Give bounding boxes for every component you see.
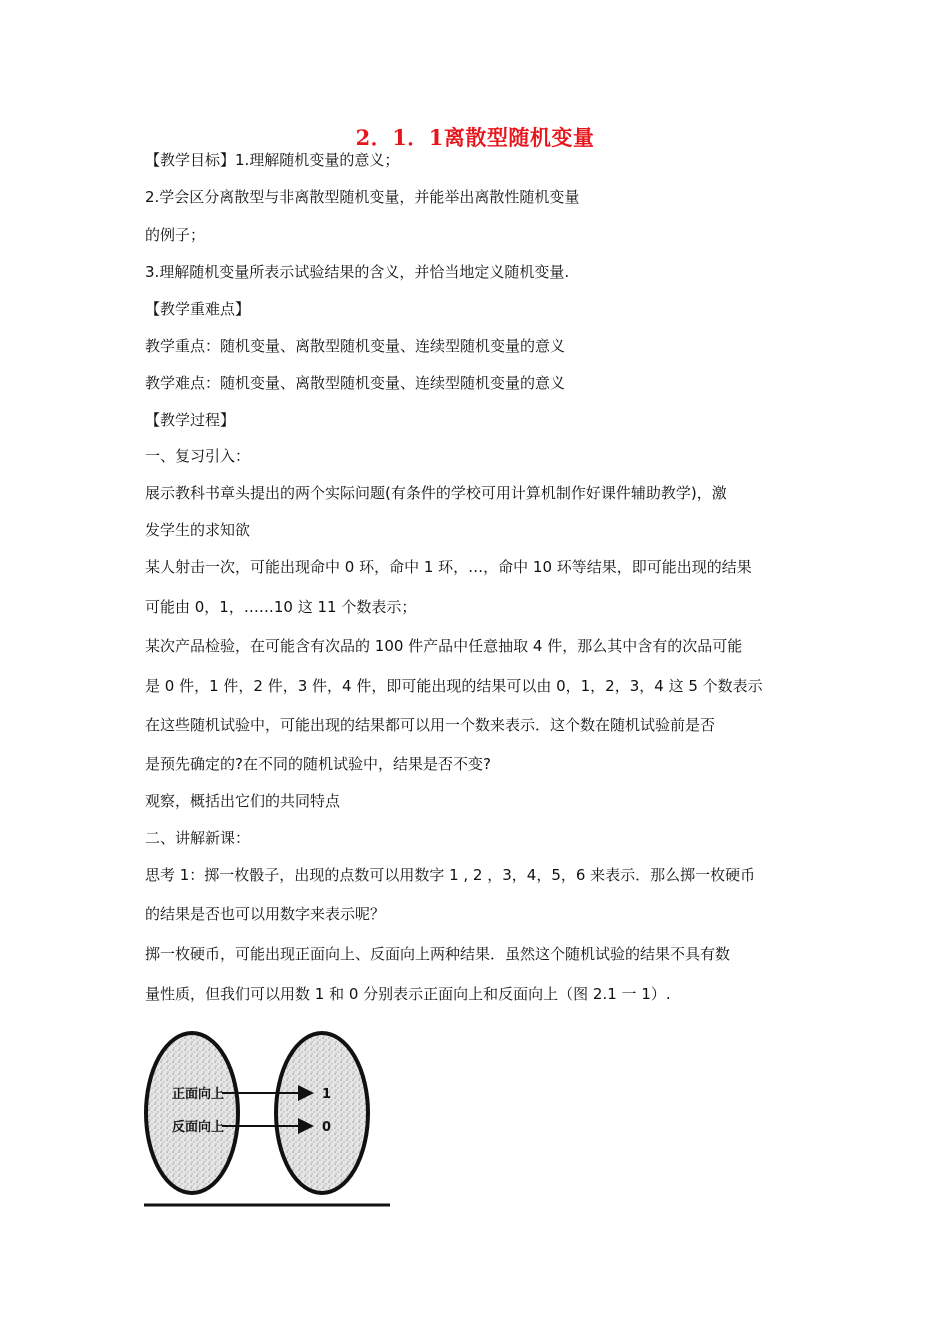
left-item-heads: 正面向上 [172, 1087, 225, 1102]
key-point: 教学重点：随机变量、离散型随机变量、连续型随机变量的意义 [145, 337, 566, 355]
key-points-heading: 【教学重难点】 [145, 300, 251, 318]
left-ellipse [146, 1033, 238, 1193]
right-item-one: 1 [322, 1087, 332, 1102]
right-item-zero: 0 [322, 1120, 332, 1135]
right-ellipse [276, 1033, 368, 1193]
paragraph-line: 可能由 0，1，……10 这 11 个数表示； [145, 598, 417, 616]
paragraph-line: 某人射击一次，可能出现命中 0 环，命中 1 环，…，命中 10 环等结果，即可能出现的结果 [145, 558, 752, 576]
paragraph-line: 的结果是否也可以用数字来表示呢？ [145, 905, 386, 923]
objective-line-2: 2.学会区分离散型与非离散型随机变量，并能举出离散性随机变量 [145, 188, 580, 206]
objective-line-2-cont: 的例子； [145, 226, 206, 244]
objective-line-1: 【教学目标】1.理解随机变量的意义； [145, 151, 400, 169]
paragraph-line: 是预先确定的?在不同的随机试验中，结果是否不变? [145, 755, 491, 773]
process-heading: 【教学过程】 [145, 411, 236, 429]
paragraph-line: 发学生的求知欲 [145, 521, 251, 539]
mapping-diagram [142, 1025, 394, 1210]
paragraph-line: 掷一枚硬币，可能出现正面向上、反面向上两种结果．虽然这个随机试验的结果不具有数 [145, 945, 731, 963]
section-review-heading: 一、复习引入： [145, 447, 251, 465]
paragraph-line: 展示教科书章头提出的两个实际问题(有条件的学校可用计算机制作好课件辅助教学)，激 [145, 484, 727, 502]
paragraph-line: 观察，概括出它们的共同特点 [145, 792, 341, 810]
paragraph-line: 思考 1：掷一枚骰子，出现的点数可以用数字 1 , 2 ，3，4，5，6 来表示．那么掷一枚硬币 [145, 866, 756, 884]
difficult-point: 教学难点：随机变量、离散型随机变量、连续型随机变量的意义 [145, 374, 566, 392]
paragraph-line: 是 0 件，1 件，2 件，3 件，4 件，即可能出现的结果可以由 0，1，2，3，4 这 5 个数表示 [145, 677, 763, 695]
page-title: 2．1．1离散型随机变量 [355, 125, 595, 150]
paragraph-line: 某次产品检验，在可能含有次品的 100 件产品中任意抽取 4 件，那么其中含有的次品可能 [145, 637, 743, 655]
paragraph-line: 量性质，但我们可以用数 1 和 0 分别表示正面向上和反面向上（图 2.1 一 1）. [145, 985, 671, 1003]
mapping-figure [142, 1025, 394, 1210]
section-new-lesson-heading: 二、讲解新课： [145, 829, 251, 847]
paragraph-line: 在这些随机试验中，可能出现的结果都可以用一个数来表示．这个数在随机试验前是否 [145, 716, 716, 734]
left-item-tails: 反面向上 [172, 1120, 225, 1135]
objective-line-3: 3.理解随机变量所表示试验结果的含义，并恰当地定义随机变量. [145, 263, 570, 281]
